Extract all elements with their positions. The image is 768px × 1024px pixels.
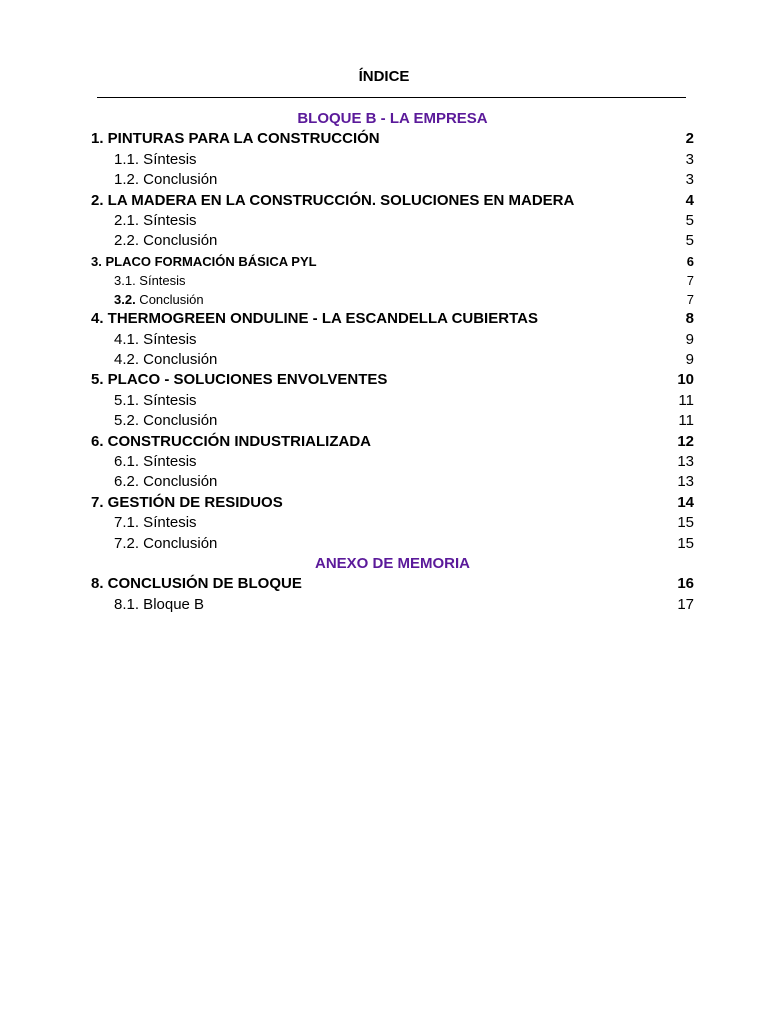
toc-entry-1[interactable]	[91, 129, 694, 149]
toc-entry-page: 6	[686, 253, 694, 269]
toc-entry-page: 15	[677, 514, 694, 532]
toc-entry-label: 6.1. Síntesis	[114, 453, 197, 471]
toc-entry-label: 4.2. Conclusión	[114, 351, 218, 369]
toc-entry-8[interactable]	[91, 574, 694, 594]
section-heading-anexo	[91, 554, 694, 574]
toc-entry-page: 14	[677, 493, 694, 511]
toc-entry-6-1[interactable]	[91, 452, 694, 472]
toc-entry-2-2[interactable]	[91, 231, 694, 251]
toc-entry-8-1[interactable]	[91, 595, 694, 615]
toc-entry-page: 5	[685, 211, 694, 229]
toc-entry-page: 7	[686, 292, 694, 308]
index-title: ÍNDICE	[358, 68, 410, 85]
toc-entry-4[interactable]	[91, 309, 694, 329]
toc-entry-label: 1.1. Síntesis	[114, 150, 197, 168]
toc-entry-label: 3. PLACO FORMACIÓN BÁSICA PYL	[91, 253, 317, 269]
toc-entry-7-1[interactable]	[91, 513, 694, 533]
toc-entry-1-2[interactable]	[91, 170, 694, 190]
title-divider	[97, 97, 686, 98]
toc-entry-label: 8.1. Bloque B	[114, 595, 205, 613]
toc-entry-text: Conclusión	[135, 292, 204, 308]
toc-entry-label: 2. LA MADERA EN LA CONSTRUCCIÓN. SOLUCIONES EN MADERA	[91, 191, 575, 209]
toc-entry-3-2[interactable]	[91, 290, 694, 309]
toc-entry-label: 4.1. Síntesis	[114, 330, 197, 348]
toc-entry-6-2[interactable]	[91, 472, 694, 492]
toc-entry-3[interactable]	[91, 252, 694, 271]
toc-entry-page: 13	[677, 473, 694, 491]
toc-entry-label: 5.2. Conclusión	[114, 412, 218, 430]
toc-entry-page: 15	[677, 534, 694, 552]
toc-entry-page: 8	[685, 310, 694, 328]
toc-entry-5-2[interactable]	[91, 411, 694, 431]
toc-entry-page: 13	[677, 453, 694, 471]
toc-entry-label: 1. PINTURAS PARA LA CONSTRUCCIÓN	[91, 130, 380, 148]
toc-entry-5[interactable]	[91, 370, 694, 390]
toc-entry-label: 7.2. Conclusión	[114, 534, 218, 552]
toc-entry-label: 1.2. Conclusión	[114, 171, 218, 189]
toc-entry-4-1[interactable]	[91, 330, 694, 350]
toc-entry-page: 12	[677, 432, 694, 450]
toc-entry-page: 9	[685, 330, 694, 348]
toc-entry-number: 3.2.	[114, 292, 136, 308]
toc-entry-label: 7. GESTIÓN DE RESIDUOS	[91, 493, 283, 511]
toc-entry-page: 16	[677, 575, 694, 593]
toc-entry-page: 11	[678, 412, 694, 430]
toc-entry-7-2[interactable]	[91, 534, 694, 554]
toc-entry-4-2[interactable]	[91, 350, 694, 370]
toc-entry-7[interactable]	[91, 493, 694, 513]
toc-entry-label: 5.1. Síntesis	[114, 391, 197, 409]
toc-entry-page: 7	[686, 272, 694, 288]
toc-entry-2[interactable]	[91, 191, 694, 211]
section-heading-bloque-b	[91, 109, 694, 129]
toc-entry-label: 6. CONSTRUCCIÓN INDUSTRIALIZADA	[91, 432, 371, 450]
toc-entry-page: 4	[685, 191, 694, 209]
toc-entry-page: 5	[685, 232, 694, 250]
section-heading-label: ANEXO DE MEMORIA	[314, 554, 470, 572]
toc-entry-label: 2.1. Síntesis	[114, 211, 197, 229]
toc-entry-label: 5. PLACO - SOLUCIONES ENVOLVENTES	[91, 371, 388, 389]
table-of-contents	[91, 109, 694, 615]
toc-entry-label	[114, 290, 204, 309]
toc-entry-page: 11	[678, 391, 694, 409]
toc-entry-1-1[interactable]	[91, 150, 694, 170]
toc-entry-page: 3	[685, 150, 694, 168]
toc-entry-label: 8. CONCLUSIÓN DE BLOQUE	[91, 575, 302, 593]
toc-entry-2-1[interactable]	[91, 211, 694, 231]
toc-entry-label: 2.2. Conclusión	[114, 232, 218, 250]
toc-entry-5-1[interactable]	[91, 391, 694, 411]
toc-entry-label: 4. THERMOGREEN ONDULINE - LA ESCANDELLA CUBIERTAS	[91, 310, 538, 328]
toc-entry-label: 7.1. Síntesis	[114, 514, 197, 532]
section-heading-label: BLOQUE B - LA EMPRESA	[297, 110, 488, 127]
toc-entry-page: 2	[685, 130, 694, 148]
toc-entry-page: 3	[685, 171, 694, 189]
toc-entry-6[interactable]	[91, 432, 694, 452]
toc-entry-3-1[interactable]	[91, 271, 694, 290]
toc-entry-label: 6.2. Conclusión	[114, 473, 218, 491]
toc-entry-page: 9	[685, 351, 694, 369]
toc-entry-label: 3.1. Síntesis	[114, 272, 186, 288]
toc-entry-page: 10	[677, 371, 694, 389]
toc-entry-page: 17	[677, 595, 694, 613]
